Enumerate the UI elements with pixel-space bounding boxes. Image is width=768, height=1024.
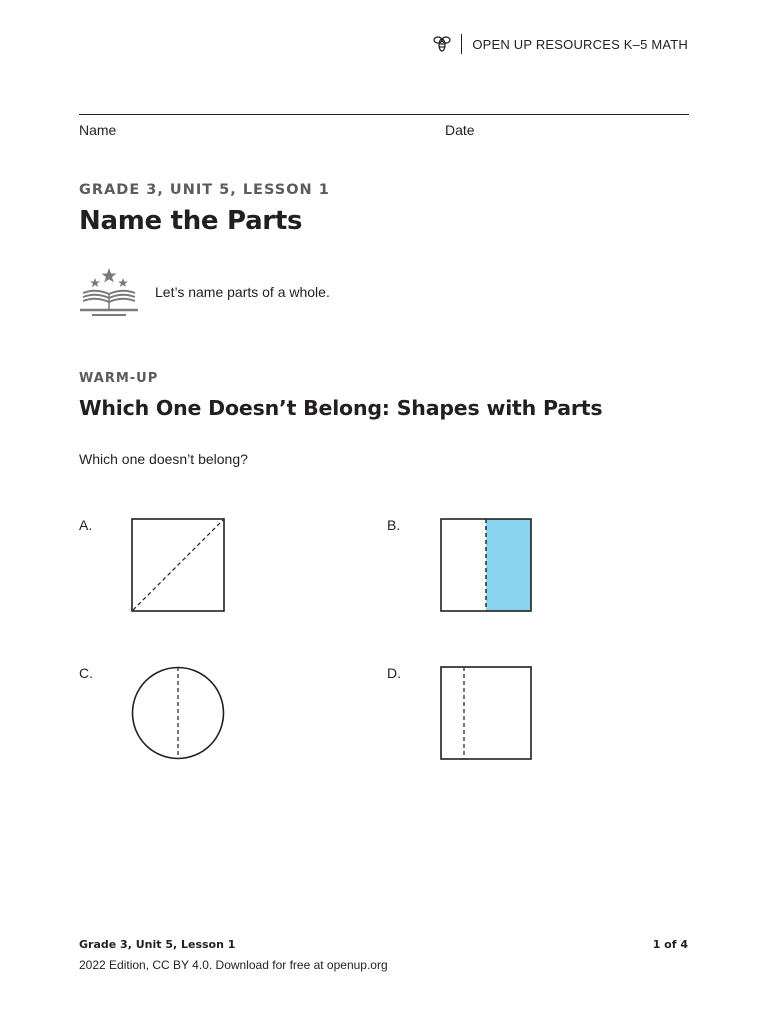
warmup-prompt: Which one doesn’t belong? <box>79 451 248 467</box>
shape-c-circle-halves <box>130 664 226 762</box>
page-number: 1 of 4 <box>652 938 688 951</box>
brand-text: OPEN UP RESOURCES K–5 MATH <box>472 36 688 52</box>
shape-a-square-diagonal <box>130 517 226 613</box>
warmup-kicker: WARM-UP <box>79 371 159 386</box>
header-brand <box>433 34 688 54</box>
footer-lesson-ref: Grade 3, Unit 5, Lesson 1 <box>79 938 236 951</box>
warmup-title: Which One Doesn’t Belong: Shapes with Parts <box>79 396 603 420</box>
name-label: Name <box>79 122 117 138</box>
footer-edition: 2022 Edition, CC BY 4.0. Download for free at openup.org <box>79 958 388 972</box>
shape-d-square-unequal-parts <box>439 665 535 761</box>
choice-b-label: B. <box>387 517 401 533</box>
bee-logo-icon <box>433 34 451 54</box>
lesson-objective: Let’s name parts of a whole. <box>155 284 330 300</box>
date-label: Date <box>445 122 475 138</box>
book-with-stars-icon <box>78 266 140 320</box>
choice-c-label: C. <box>79 665 93 681</box>
header-divider <box>461 34 462 54</box>
name-date-rule <box>79 114 689 115</box>
shape-b-rectangle-half-shaded <box>439 517 535 613</box>
choice-d-label: D. <box>387 665 401 681</box>
shape-b-shaded-part <box>486 519 531 611</box>
choice-a-label: A. <box>79 517 93 533</box>
lesson-title: Name the Parts <box>79 206 303 236</box>
lesson-kicker: GRADE 3, UNIT 5, LESSON 1 <box>79 182 330 198</box>
